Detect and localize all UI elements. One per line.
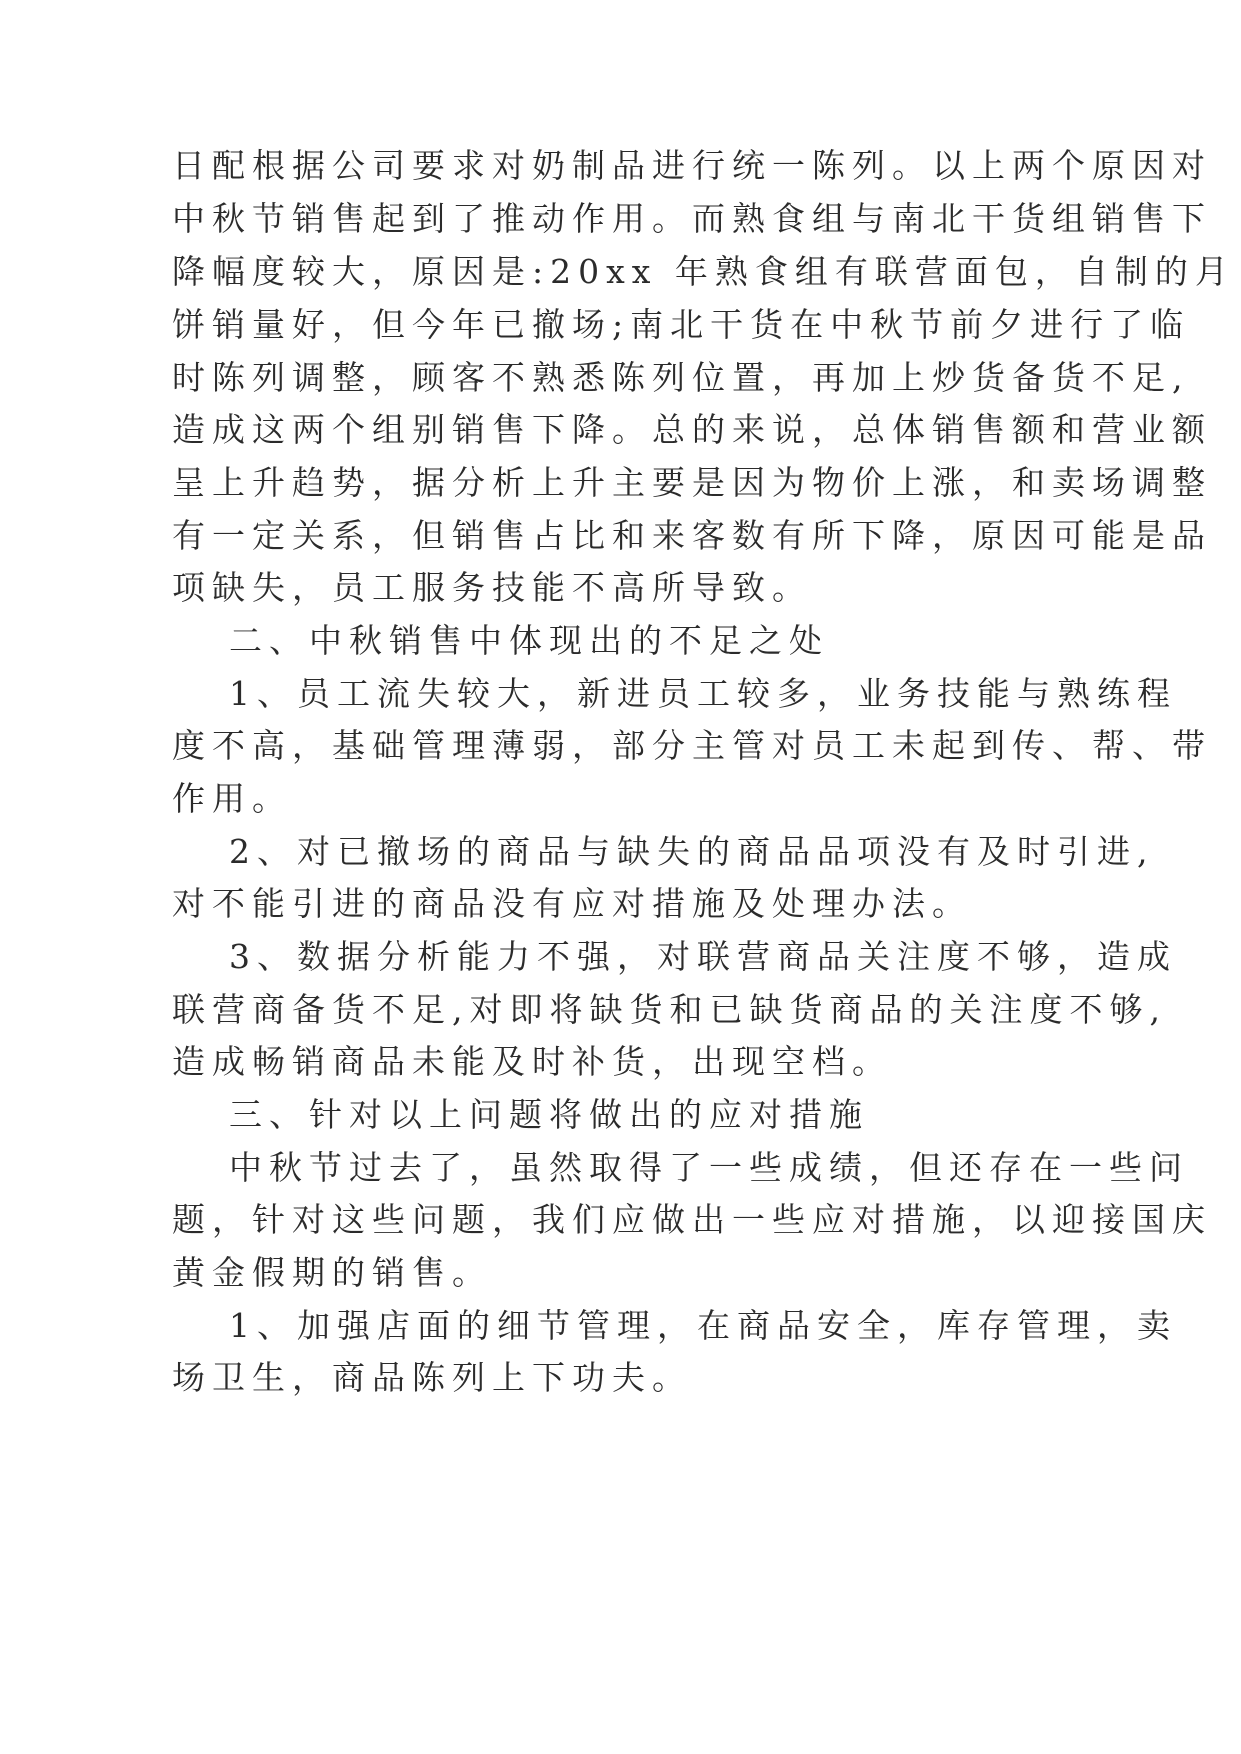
text-line-11: 1、员工流失较大，新进员工较多，业务技能与熟练程	[229, 674, 1177, 713]
text-line-1: 日配根据公司要求对奶制品进行统一陈列。以上两个原因对	[172, 146, 1212, 185]
text-line-23: 1、加强店面的细节管理，在商品安全，库存管理，卖	[229, 1306, 1177, 1345]
text-line-3: 降幅度较大，原因是:20xx 年熟食组有联营面包，自制的月	[172, 252, 1235, 291]
text-line-2: 中秋节销售起到了推动作用。而熟食组与南北干货组销售下	[172, 199, 1212, 238]
text-line-17: 联营商备货不足,对即将缺货和已缺货商品的关注度不够,	[172, 990, 1167, 1029]
text-line-9: 项缺失，员工服务技能不高所导致。	[172, 568, 812, 607]
text-line-5: 时陈列调整，顾客不熟悉陈列位置，再加上炒货备货不足,	[172, 358, 1190, 397]
text-line-13: 作用。	[172, 779, 292, 818]
section-heading-2: 二、中秋销售中体现出的不足之处	[229, 621, 829, 660]
text-line-8: 有一定关系，但销售占比和来客数有所下降，原因可能是品	[172, 516, 1212, 555]
text-line-16: 3、数据分析能力不强，对联营商品关注度不够，造成	[229, 937, 1177, 976]
text-line-14: 2、对已撤场的商品与缺失的商品品项没有及时引进,	[229, 832, 1155, 871]
text-line-12: 度不高，基础管理薄弱，部分主管对员工未起到传、帮、带	[172, 726, 1212, 765]
text-line-18: 造成畅销商品未能及时补货，出现空档。	[172, 1042, 892, 1081]
text-line-24: 场卫生，商品陈列上下功夫。	[172, 1358, 692, 1397]
text-line-15: 对不能引进的商品没有应对措施及处理办法。	[172, 884, 972, 923]
text-line-4: 饼销量好，但今年已撤场;南北干货在中秋节前夕进行了临	[172, 305, 1191, 344]
text-line-6: 造成这两个组别销售下降。总的来说，总体销售额和营业额	[172, 410, 1212, 449]
text-line-7: 呈上升趋势，据分析上升主要是因为物价上涨，和卖场调整	[172, 463, 1212, 502]
text-line-21: 题，针对这些问题，我们应做出一些应对措施，以迎接国庆	[172, 1200, 1212, 1239]
text-line-20: 中秋节过去了，虽然取得了一些成绩，但还存在一些问	[229, 1148, 1189, 1187]
text-line-22: 黄金假期的销售。	[172, 1253, 492, 1292]
section-heading-3: 三、针对以上问题将做出的应对措施	[229, 1095, 869, 1134]
